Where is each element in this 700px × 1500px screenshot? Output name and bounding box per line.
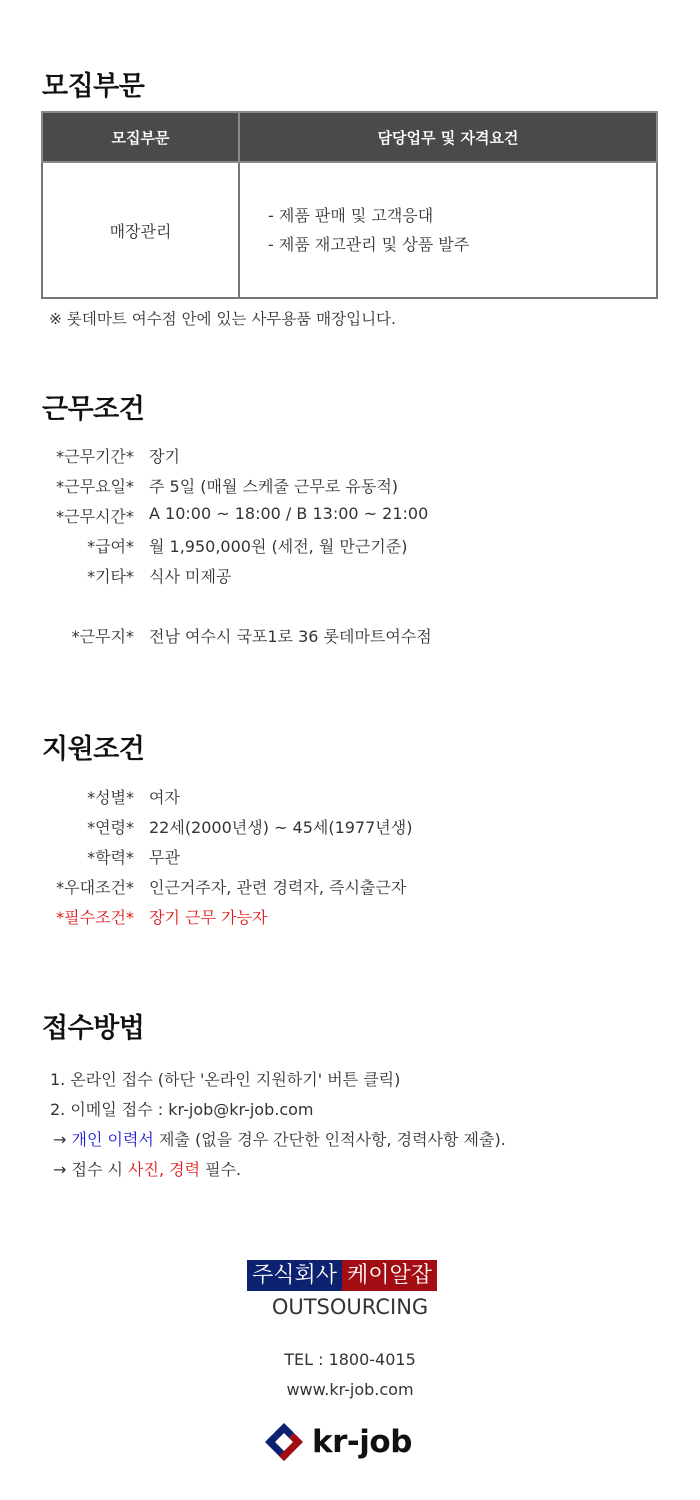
- work-hours-value: A 10:00 ~ 18:00 / B 13:00 ~ 21:00: [149, 504, 429, 523]
- work-pay-row: [0, 534, 700, 564]
- work-etc-row: [0, 564, 700, 594]
- outsourcing-text: OUTSOURCING: [271, 1295, 429, 1319]
- brand-company-label: 주식회사: [247, 1260, 342, 1291]
- work-etc-value: 식사 미제공: [149, 567, 232, 586]
- work-etc-label: *기타*: [87, 567, 134, 586]
- age-row: [0, 815, 700, 845]
- phone-number: TEL : 1800-4015: [284, 1350, 416, 1369]
- gender-row: [0, 785, 700, 815]
- work-place-value: 전남 여수시 국포1로 36 롯데마트여수점: [149, 627, 432, 646]
- recruit-note: ※ 롯데마트 여수점 안에 있는 사무용품 매장입니다.: [49, 310, 396, 328]
- method-title: 접수방법: [42, 1013, 145, 1044]
- preferred-value: 인근거주자, 관련 경력자, 즉시출근자: [149, 878, 407, 897]
- work-days-label: *근무요일*: [56, 477, 134, 496]
- apply-cond-title: 지원조건: [42, 734, 145, 765]
- required-label: *필수조건*: [56, 908, 134, 927]
- gender-value: 여자: [149, 788, 180, 807]
- required-prefix: → 접수 시: [53, 1160, 129, 1179]
- logo-text: kr-job: [312, 1424, 412, 1460]
- preferred-label: *우대조건*: [56, 878, 134, 897]
- required-value: 장기 근무 가능자: [149, 908, 268, 927]
- required-highlight: 사진, 경력: [128, 1160, 201, 1179]
- duties-cell: [239, 162, 657, 298]
- age-label: *연령*: [87, 818, 134, 837]
- education-value: 무관: [149, 848, 180, 867]
- work-hours-label: *근무시간*: [56, 507, 134, 526]
- method-line-email: 2. 이메일 접수 : kr-job@kr-job.com: [50, 1100, 314, 1119]
- work-days-row: [0, 474, 700, 504]
- work-period-value: 장기: [149, 447, 180, 466]
- position-cell: 매장관리: [42, 162, 239, 298]
- brand-name-label: 케이알잡: [342, 1260, 437, 1291]
- work-hours-row: [0, 504, 700, 534]
- duty-item: - 제품 재고관리 및 상품 발주: [268, 235, 470, 254]
- work-place-row: [0, 624, 700, 654]
- recruit-table: [41, 111, 658, 299]
- required-rest: 필수.: [200, 1160, 242, 1179]
- kr-job-logo-icon: [262, 1420, 306, 1464]
- company-brand: [247, 1260, 437, 1291]
- work-place-label: *근무지*: [71, 627, 134, 646]
- work-title: 근무조건: [42, 394, 145, 425]
- age-value: 22세(2000년생) ~ 45세(1977년생): [149, 818, 413, 837]
- education-label: *학력*: [87, 848, 134, 867]
- resume-rest: 제출 (없을 경우 간단한 인적사항, 경력사항 제출).: [153, 1130, 506, 1149]
- work-period-label: *근무기간*: [56, 447, 134, 466]
- work-pay-label: *급여*: [87, 537, 134, 556]
- method-line-online: 1. 온라인 접수 (하단 '온라인 지원하기' 버튼 클릭): [50, 1070, 401, 1089]
- work-period-row: [0, 444, 700, 474]
- method-line-resume: [0, 1127, 700, 1150]
- gender-label: *성별*: [87, 788, 134, 807]
- resume-highlight: 개인 이력서: [71, 1130, 154, 1149]
- duty-item: - 제품 판매 및 고객응대: [268, 206, 434, 225]
- work-pay-value: 월 1,950,000원 (세전, 월 만근기준): [149, 537, 408, 556]
- table-header-duties: 담당업무 및 자격요건: [239, 112, 657, 162]
- table-header-position: 모집부문: [42, 112, 239, 162]
- method-line-required: [0, 1157, 700, 1180]
- preferred-row: [0, 875, 700, 905]
- work-days-value: 주 5일 (매월 스케줄 근무로 유동적): [149, 477, 399, 496]
- required-row: [0, 905, 700, 935]
- website-link[interactable]: www.kr-job.com: [286, 1380, 414, 1399]
- education-row: [0, 845, 700, 875]
- recruit-title: 모집부문: [42, 71, 145, 102]
- arrow-text: →: [53, 1130, 72, 1149]
- kr-job-logo: [262, 1420, 412, 1464]
